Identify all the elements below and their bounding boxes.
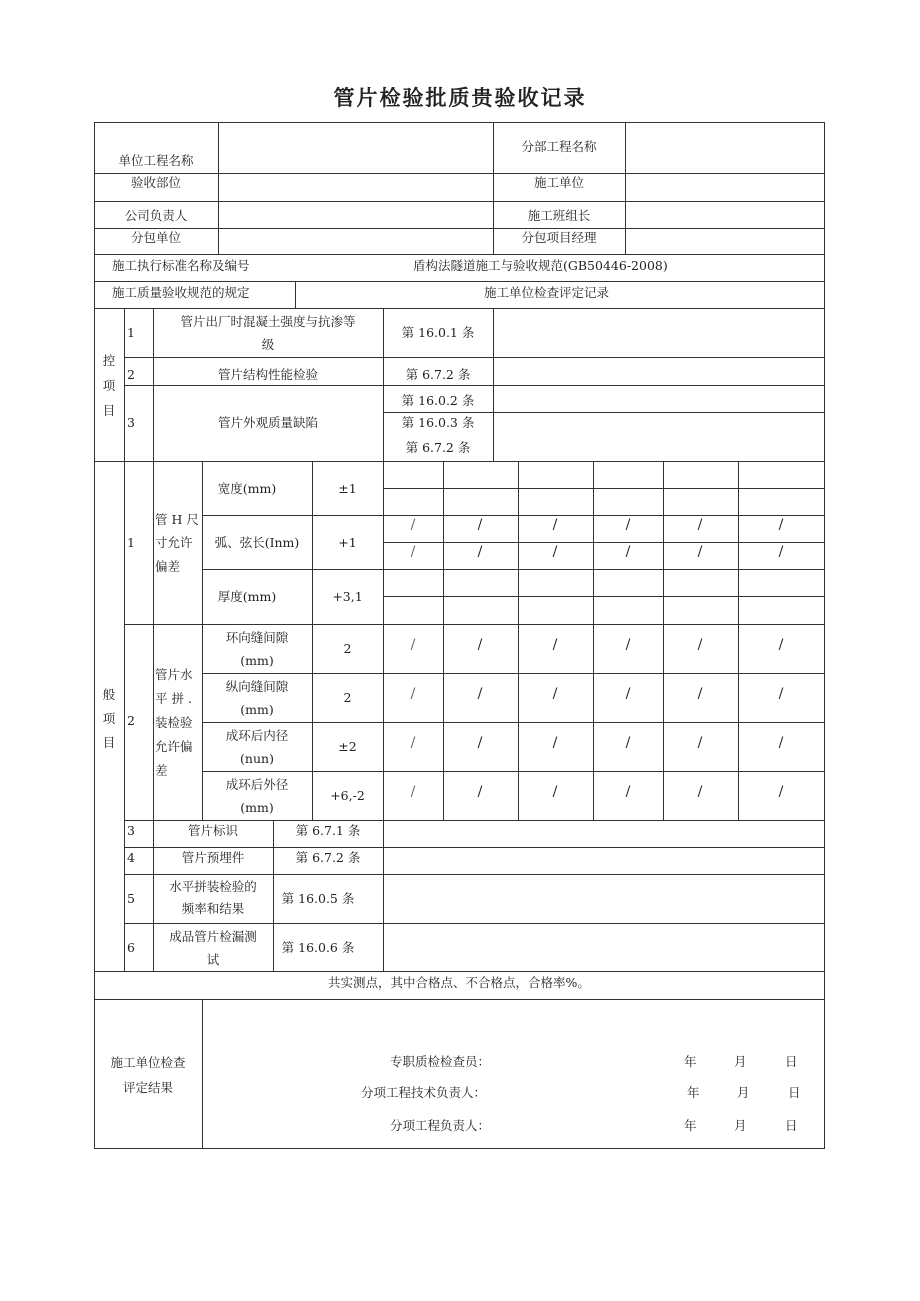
- slash-mark: /: [625, 686, 631, 702]
- standard-label: 施工执行标准名称及编号: [112, 258, 250, 273]
- subcontract-unit-label: 分包单位: [130, 230, 181, 245]
- slash-mark: /: [477, 544, 483, 560]
- slash-mark: /: [625, 544, 631, 560]
- inner-diameter-unit: (nun): [240, 751, 274, 766]
- slash-mark: /: [410, 686, 416, 702]
- main-item-3-text: 管片外观质量缺陷: [217, 415, 318, 430]
- long-joint-gap-unit: (mm): [240, 702, 274, 717]
- outer-diameter-value: +6,-2: [330, 788, 365, 803]
- circ-joint-gap-name: 环向缝间隙: [225, 630, 289, 645]
- page-title: 管片检验批质贵验收记录: [333, 85, 587, 110]
- outer-diameter-unit: (mm): [240, 800, 274, 815]
- general-item-6-no: 6: [127, 940, 135, 955]
- arc-chord-tolerance-value: +1: [338, 535, 357, 550]
- slash-mark: /: [778, 637, 784, 653]
- slash-mark: /: [477, 735, 483, 751]
- team-leader-label: 施工班组长: [527, 208, 591, 223]
- quality-rules-label: 施工质量验收规范的规定: [112, 285, 250, 300]
- main-item-2-no: 2: [127, 367, 135, 382]
- general-item-6-name: 成品管片检漏测: [169, 929, 257, 944]
- long-joint-gap-value: 2: [343, 690, 352, 705]
- arc-chord-tolerance-name: 弧、弦长(Inm): [214, 535, 300, 550]
- general-item-5-clause: 第 16.0.5 条: [281, 891, 355, 906]
- slash-mark: /: [552, 517, 558, 533]
- general-item-3-no: 3: [127, 823, 135, 838]
- main-item-2-clause: 第 6.7.2 条: [405, 367, 471, 382]
- signer-tech-month: 月: [737, 1085, 750, 1100]
- signer-manager-year: 年: [684, 1118, 697, 1133]
- general-group-1-no: 1: [127, 535, 135, 550]
- signer-qc-month: 月: [734, 1054, 747, 1069]
- construction-unit-label: 施工单位: [533, 175, 584, 190]
- signer-tech-year: 年: [687, 1085, 700, 1100]
- general-group-2-name-5: 差: [155, 763, 168, 778]
- width-tolerance-name: 宽度(mm): [217, 481, 277, 496]
- general-group-2-name-3: 装检验: [155, 715, 193, 730]
- slash-mark: /: [697, 544, 703, 560]
- general-item-4-name: 管片预埋件: [181, 850, 245, 865]
- slash-mark: /: [697, 735, 703, 751]
- inner-diameter-name: 成环后内径: [225, 728, 289, 743]
- acceptance-part-label: 验收部位: [130, 175, 181, 190]
- general-item-4-clause: 第 6.7.2 条: [295, 850, 361, 865]
- slash-mark: /: [552, 784, 558, 800]
- signer-tech-role: 分项工程技术负责人：: [361, 1085, 487, 1100]
- main-control-label-1: 控: [102, 353, 116, 368]
- slash-mark: /: [778, 735, 784, 751]
- slash-mark: /: [625, 637, 631, 653]
- slash-mark: /: [697, 784, 703, 800]
- general-label-2: 项: [102, 711, 116, 726]
- slash-mark: /: [410, 544, 416, 560]
- general-group-1-name-2: 寸允许: [155, 535, 193, 550]
- slash-mark: /: [625, 784, 631, 800]
- slash-mark: /: [697, 686, 703, 702]
- signer-qc-role: 专职质检检查员：: [390, 1054, 491, 1069]
- slash-mark: /: [410, 517, 416, 533]
- slash-mark: /: [778, 544, 784, 560]
- inspection-record-label: 施工单位检查评定记录: [484, 285, 610, 300]
- slash-mark: /: [410, 784, 416, 800]
- company-responsible-label: 公司负责人: [124, 208, 188, 223]
- slash-mark: /: [552, 735, 558, 751]
- signer-manager-role: 分项工程负责人：: [390, 1118, 491, 1133]
- general-item-6-name-2: 试: [206, 952, 220, 967]
- main-control-label-3: 目: [102, 403, 116, 418]
- main-item-2-text: 管片结构性能检验: [217, 367, 318, 382]
- width-tolerance-value: ±1: [338, 481, 357, 496]
- main-item-1-no: 1: [127, 325, 135, 340]
- general-item-5-name: 水平拼装检验的: [169, 879, 257, 894]
- slash-mark: /: [778, 517, 784, 533]
- thickness-tolerance-value: +3,1: [332, 589, 363, 604]
- signer-manager-month: 月: [734, 1118, 747, 1133]
- slash-mark: /: [697, 517, 703, 533]
- unit-project-name-label: 单位工程名称: [118, 153, 194, 168]
- slash-mark: /: [778, 686, 784, 702]
- signer-manager-day: 日: [785, 1118, 798, 1133]
- slash-mark: /: [477, 686, 483, 702]
- sub-project-name-label: 分部工程名称: [521, 139, 597, 154]
- general-item-5-name-2: 频率和结果: [181, 901, 245, 916]
- summary-line: 共实测点，其中合格点、不合格点，合格率%。: [328, 975, 590, 990]
- inner-diameter-value: ±2: [338, 739, 357, 754]
- signer-qc-year: 年: [684, 1054, 697, 1069]
- general-item-3-name: 管片标识: [187, 823, 238, 838]
- slash-mark: /: [552, 686, 558, 702]
- outer-diameter-name: 成环后外径: [225, 777, 289, 792]
- slash-mark: /: [410, 637, 416, 653]
- main-item-1-text-2: 级: [261, 337, 275, 352]
- slash-mark: /: [477, 517, 483, 533]
- signer-qc-day: 日: [785, 1054, 798, 1069]
- result-label-1: 施工单位检查: [110, 1055, 186, 1070]
- long-joint-gap-name: 纵向缝间隙: [225, 679, 289, 694]
- main-item-1-text: 管片出厂时混凝土强度与抗渗等: [180, 314, 356, 329]
- slash-mark: /: [697, 637, 703, 653]
- slash-mark: /: [477, 637, 483, 653]
- slash-mark: /: [552, 544, 558, 560]
- result-label-2: 评定结果: [122, 1080, 173, 1095]
- circ-joint-gap-unit: (mm): [240, 653, 274, 668]
- main-item-3-no: 3: [127, 415, 135, 430]
- general-item-3-clause: 第 6.7.1 条: [295, 823, 361, 838]
- slash-mark: /: [410, 735, 416, 751]
- main-control-label-2: 项: [102, 378, 116, 393]
- thickness-tolerance-name: 厚度(mm): [217, 589, 277, 604]
- general-item-5-no: 5: [127, 891, 135, 906]
- slash-mark: /: [778, 784, 784, 800]
- circ-joint-gap-value: 2: [343, 641, 352, 656]
- slash-mark: /: [552, 637, 558, 653]
- main-item-3-clause-3: 第 6.7.2 条: [405, 440, 471, 455]
- general-label-1: 般: [102, 687, 116, 702]
- general-group-1-name-1: 管 H 尺: [155, 512, 199, 527]
- general-group-2-name-4: 允许偏: [155, 739, 193, 754]
- main-item-3-clause-1: 第 16.0.2 条: [401, 393, 475, 408]
- signer-tech-day: 日: [788, 1085, 801, 1100]
- general-item-6-clause: 第 16.0.6 条: [281, 940, 355, 955]
- slash-mark: /: [625, 517, 631, 533]
- main-item-3-clause-2: 第 16.0.3 条: [401, 415, 475, 430]
- general-group-2-name-1: 管片水: [155, 667, 193, 682]
- general-label-3: 目: [102, 735, 116, 750]
- standard-value: 盾构法隧道施工与验收规范(GB50446-2008): [413, 258, 668, 273]
- general-item-4-no: 4: [127, 850, 135, 865]
- general-group-2-no: 2: [127, 713, 135, 728]
- slash-mark: /: [477, 784, 483, 800]
- general-group-2-name-2: 平 拼 .: [155, 691, 192, 706]
- main-item-1-clause: 第 16.0.1 条: [401, 325, 475, 340]
- general-group-1-name-3: 偏差: [155, 559, 181, 574]
- slash-mark: /: [625, 735, 631, 751]
- subcontract-manager-label: 分包项目经理: [521, 230, 597, 245]
